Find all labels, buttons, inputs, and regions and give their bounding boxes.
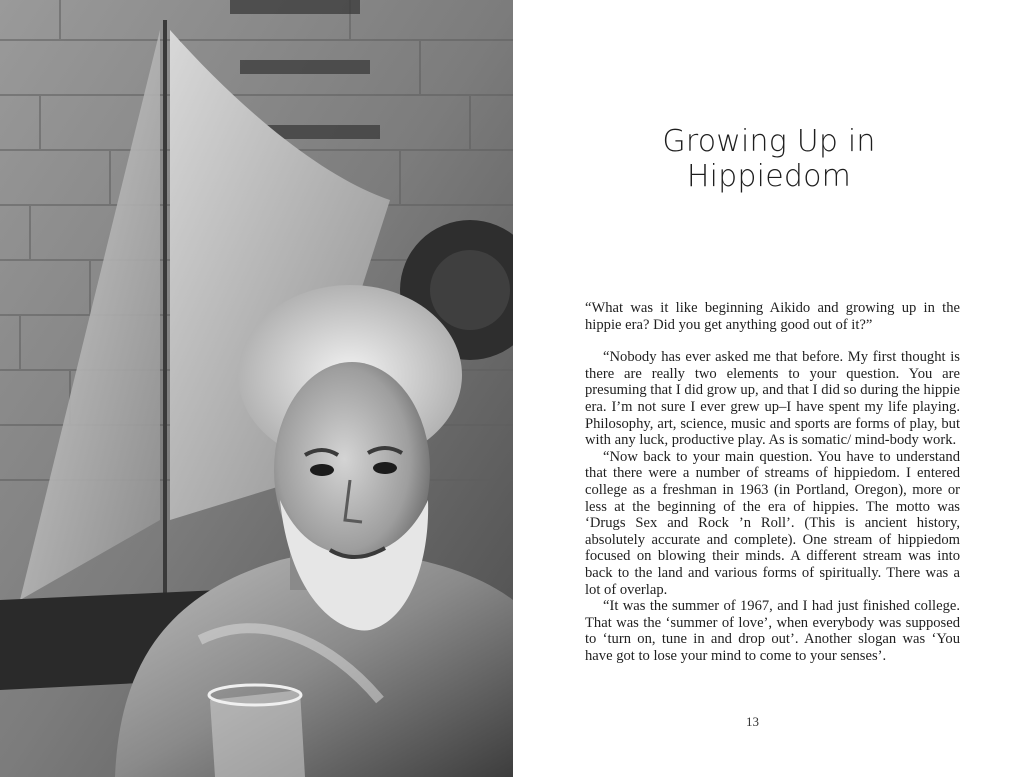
body-paragraph-3: “It was the summer of 1967, and I had just finished college. That was the ‘summer of love’, when everybody was supposed to ‘turn on, tune in and drop out’. Another slogan was ‘You have got to lose your mind to come to your senses’. [585,598,960,664]
chapter-title [537,124,1001,194]
interview-question: “What was it like beginning Aikido and growing up in the hippie era? Did you get anything good out of it?” [585,300,960,333]
body-paragraph-1: “Nobody has ever asked me that before. My first thought is there are really two elements to your question. You are presuming that I did grow up, and that I did so during the hippie era. I’m not sure I ever grew up–I have spent my life playing. Philosophy, art, science, music and sports are forms of play, but with any luck, productive play. As is somatic/ mind-body work. [585,349,960,449]
text-page [513,0,1024,777]
chapter-title-line-1: Growing Up in [662,124,876,159]
page-number: 13 [746,714,759,729]
body-paragraph-2: “Now back to your main question. You have to understand that there were a number of streams of hippiedom. I entered college as a freshman in 1963 (in Portland, Oregon), more or less at the beginning of the era of hippies. The motto was ‘Drugs Sex and Rock ’n Roll’. (This is ancient history, absolutely accurate and complete). One stream of hippiedom focused on blowing their minds. A different stream was into back to the land and various forms of spiritually. There was a lot of overlap. [585,448,960,598]
chapter-title-line-2: Hippiedom [686,159,852,194]
chapter-body [585,300,960,664]
